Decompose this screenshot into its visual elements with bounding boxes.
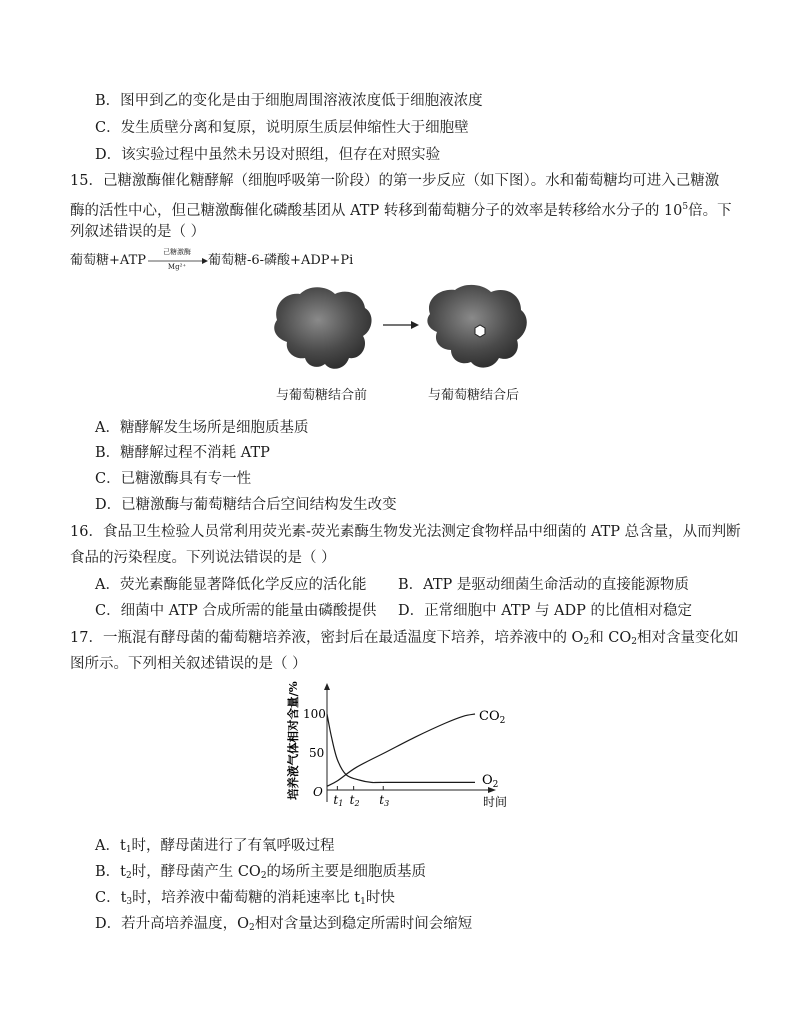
q16-stem-line1: 16．食品卫生检验人员常利用荧光素-荧光素酶生物发光法测定食物样品中细菌的 ATP 总含量，从而判断 xyxy=(70,524,741,540)
q15-option-c: C．已糖激酶具有专一性 xyxy=(95,471,252,487)
series-o2-label: $O_2$ xyxy=(482,773,499,790)
origin-label: O xyxy=(313,785,323,799)
glucose-molecule-icon xyxy=(475,325,485,337)
q16-option-b: B．ATP 是驱动细菌生命活动的直接能源物质 xyxy=(398,577,689,593)
q15-stem-line3: 列叙述错误的是（ ） xyxy=(70,224,206,240)
q16-option-c: C．细菌中 ATP 合成所需的能量由磷酸提供 xyxy=(95,603,377,619)
q17-stem-line2: 图所示。下列相关叙述错误的是（ ） xyxy=(70,656,307,672)
q15-option-d: D．已糖激酶与葡萄糖结合后空间结构发生改变 xyxy=(95,497,397,513)
series-co2-line xyxy=(327,714,475,786)
q17-option-d: D．若升高培养温度，$O_2$相对含量达到稳定所需时间会缩短 xyxy=(95,916,473,933)
series-co2-label: $CO_2$ xyxy=(479,709,506,726)
x-tick-label-t1: t1 xyxy=(333,793,344,808)
y-tick-50: 50 xyxy=(309,746,325,760)
gas-content-chart xyxy=(275,680,525,820)
x-tick-label-t3: t3 xyxy=(379,793,390,808)
q15-option-a: A．糖酵解发生场所是细胞质基质 xyxy=(95,420,309,436)
x-tick-label-t2: t2 xyxy=(349,793,360,808)
q14-option-c: C．发生质壁分离和复原，说明原生质层伸缩性大于细胞壁 xyxy=(95,120,469,136)
q17-option-b: B．$t_2$时，酵母菌产生 $CO_2$的场所主要是细胞质基质 xyxy=(95,864,427,881)
equation-products: 葡萄糖-6-磷酸+ADP+Pi xyxy=(208,253,354,268)
hexokinase-figure xyxy=(265,280,540,380)
equation-reactants: 葡萄糖+ATP xyxy=(70,253,146,268)
q17-option-a: A．$t_1$时，酵母菌进行了有氧呼吸过程 xyxy=(95,838,335,855)
q15-option-b: B．糖酵解过程不消耗 ATP xyxy=(95,445,270,461)
q15-stem-line1: 15．己糖激酶催化糖酵解（细胞呼吸第一阶段）的第一步反应（如下图）。水和葡萄糖均可进入己糖激 xyxy=(70,173,720,189)
q14-option-b: B．图甲到乙的变化是由于细胞周围溶液浓度低于细胞液浓度 xyxy=(95,93,483,109)
caption-after: 与葡萄糖结合后 xyxy=(428,388,520,403)
q16-option-a: A．荧光素酶能显著降低化学反应的活化能 xyxy=(95,577,367,593)
reaction-equation xyxy=(70,249,353,270)
enzyme-before-shape xyxy=(274,287,371,369)
reaction-arrow: 己糖激酶 Mg²⁺ xyxy=(146,252,208,270)
x-axis-label: 时间 xyxy=(483,795,508,809)
q15-stem-line2: 酶的活性中心，但己糖激酶催化磷酸基团从 ATP 转移到葡萄糖分子的效率是转移给水分子的 $10^5$倍。下 xyxy=(70,202,732,219)
q14-option-d: D．该实验过程中虽然未另设对照组，但存在对照实验 xyxy=(95,147,441,163)
caption-before: 与葡萄糖结合前 xyxy=(276,388,368,403)
q16-option-d: D．正常细胞中 ATP 与 ADP 的比值相对稳定 xyxy=(398,603,693,619)
q16-stem-line2: 食品的污染程度。下列说法错误的是（ ） xyxy=(70,550,336,566)
y-axis-arrow xyxy=(324,683,330,690)
chart-ylabel: 培养液气体相对含量/% xyxy=(286,681,300,800)
y-tick-100: 100 xyxy=(303,707,326,721)
q17-stem-line1: 17．一瓶混有酵母菌的葡萄糖培养液，密封后在最适温度下培养，培养液中的 $O_2$和 $CO_2$相对含量变化如 xyxy=(70,630,739,647)
q17-option-c: C．$t_3$时，培养液中葡萄糖的消耗速率比 $t_1$时快 xyxy=(95,890,395,907)
